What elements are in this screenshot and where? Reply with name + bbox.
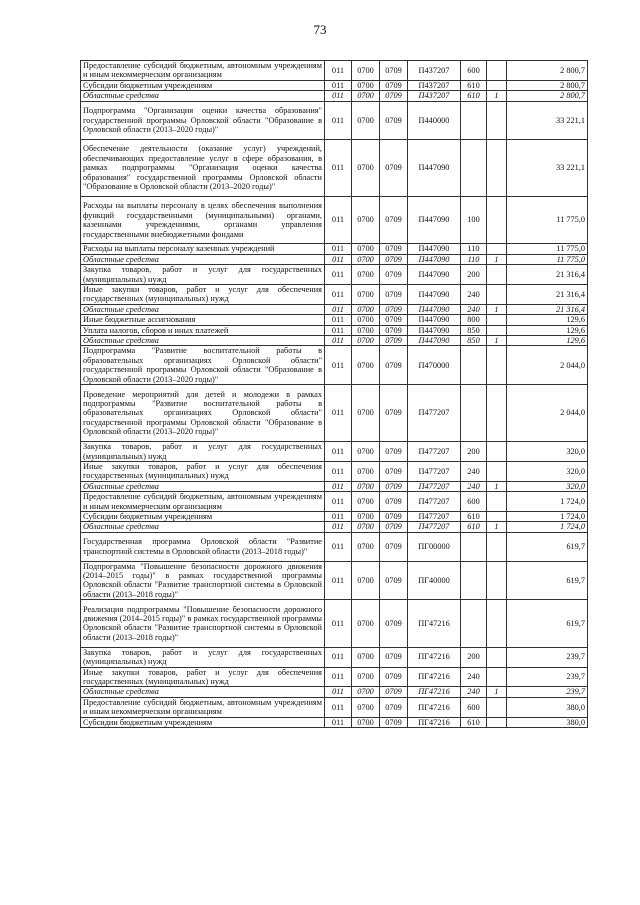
expense-type-code: 100 [461, 196, 487, 244]
target-article-code: П447090 [408, 196, 461, 244]
amount: 320,0 [507, 461, 588, 481]
funding-source-code [487, 139, 507, 196]
budget-item-name: Областные средства [81, 687, 325, 697]
amount: 239,7 [507, 667, 588, 687]
funding-source-code [487, 697, 507, 717]
table-row [81, 522, 588, 532]
ministry-code: 011 [325, 442, 352, 462]
subsection-code: 0709 [380, 461, 408, 481]
section-code: 0700 [352, 561, 380, 600]
section-code: 0700 [352, 91, 380, 101]
budget-item-name: Расходы на выплаты персоналу казенных учреждений [81, 244, 325, 254]
section-code: 0700 [352, 687, 380, 697]
expense-type-code: 110 [461, 254, 487, 264]
table-row [81, 265, 588, 285]
funding-source-code [487, 385, 507, 442]
target-article-code: П447090 [408, 265, 461, 285]
section-code: 0700 [352, 80, 380, 90]
target-article-code: П477207 [408, 511, 461, 521]
budget-item-name: Реализация подпрограммы "Повышение безопасности дорожного движения (2014–2015 годы)" в рамках государственной программы Орловской области "Развитие транспортной системы в Орловской области (2013–2018 годы)" [81, 600, 325, 648]
amount: 1 724,0 [507, 511, 588, 521]
table-row [81, 385, 588, 442]
section-code: 0700 [352, 336, 380, 346]
target-article-code: П477207 [408, 461, 461, 481]
section-code: 0700 [352, 511, 380, 521]
budget-item-name: Уплата налогов, сборов и иных платежей [81, 325, 325, 335]
table-row [81, 442, 588, 462]
budget-item-name: Расходы на выплаты персоналу в целях обеспечения выполнения функций государственными (муниципальными) органами, казенными учреждениями, органами управления государственными внебюджетными фондами [81, 196, 325, 244]
amount: 129,6 [507, 336, 588, 346]
target-article-code: П437207 [408, 91, 461, 101]
funding-source-code [487, 600, 507, 648]
table-row [81, 80, 588, 90]
expense-type-code: 200 [461, 442, 487, 462]
budget-item-name: Закупка товаров, работ и услуг для государственных (муниципальных) нужд [81, 265, 325, 285]
funding-source-code [487, 80, 507, 90]
table-row [81, 667, 588, 687]
subsection-code: 0709 [380, 315, 408, 325]
amount: 2 800,7 [507, 91, 588, 101]
section-code: 0700 [352, 647, 380, 667]
expense-type-code: 240 [461, 481, 487, 491]
target-article-code: ПГ47216 [408, 667, 461, 687]
expense-type-code: 200 [461, 265, 487, 285]
amount: 239,7 [507, 647, 588, 667]
target-article-code: П447090 [408, 254, 461, 264]
funding-source-code [487, 511, 507, 521]
budget-item-name: Проведение мероприятий для детей и молодежи в рамках подпрограммы "Развитие воспитательной работы в образовательных организациях Орловской области" государственной программы Орловской области "Образование в Орловской области (2013–2020 годы)" [81, 385, 325, 442]
amount: 320,0 [507, 442, 588, 462]
expense-type-code: 600 [461, 492, 487, 512]
ministry-code: 011 [325, 492, 352, 512]
amount: 11 775,0 [507, 196, 588, 244]
ministry-code: 011 [325, 687, 352, 697]
funding-source-code: 1 [487, 91, 507, 101]
subsection-code: 0709 [380, 336, 408, 346]
amount: 1 724,0 [507, 522, 588, 532]
budget-item-name: Субсидии бюджетным учреждениям [81, 80, 325, 90]
target-article-code: ПГ00000 [408, 532, 461, 561]
budget-table [80, 60, 588, 728]
ministry-code: 011 [325, 80, 352, 90]
amount: 11 775,0 [507, 254, 588, 264]
table-row [81, 196, 588, 244]
ministry-code: 011 [325, 336, 352, 346]
amount: 11 775,0 [507, 244, 588, 254]
expense-type-code: 610 [461, 80, 487, 90]
target-article-code: ПГ47216 [408, 697, 461, 717]
amount: 2 800,7 [507, 80, 588, 90]
section-code: 0700 [352, 304, 380, 314]
expense-type-code: 240 [461, 667, 487, 687]
subsection-code: 0709 [380, 244, 408, 254]
subsection-code: 0709 [380, 304, 408, 314]
target-article-code: ПГ47216 [408, 717, 461, 727]
ministry-code: 011 [325, 600, 352, 648]
ministry-code: 011 [325, 561, 352, 600]
subsection-code: 0709 [380, 647, 408, 667]
budget-item-name: Областные средства [81, 481, 325, 491]
budget-item-name: Предоставление субсидий бюджетным, автономным учреждениям и иным некоммерческим организациям [81, 61, 325, 81]
funding-source-code [487, 717, 507, 727]
funding-source-code: 1 [487, 687, 507, 697]
target-article-code: П470000 [408, 346, 461, 385]
subsection-code: 0709 [380, 80, 408, 90]
expense-type-code: 240 [461, 304, 487, 314]
section-code: 0700 [352, 522, 380, 532]
budget-item-name: Обеспечение деятельности (оказание услуг) учреждений, обеспечивающих предоставление услуг в сфере образования, в рамках подпрограммы "Организация оценки качества образования" государственной программы Орловской области "Образование в Орловской области (2013–2020 годы)" [81, 139, 325, 196]
ministry-code: 011 [325, 717, 352, 727]
expense-type-code: 850 [461, 325, 487, 335]
amount: 33 221,1 [507, 139, 588, 196]
table-row [81, 244, 588, 254]
section-code: 0700 [352, 285, 380, 305]
funding-source-code [487, 492, 507, 512]
target-article-code: ПГ47216 [408, 687, 461, 697]
target-article-code: П477207 [408, 442, 461, 462]
funding-source-code [487, 532, 507, 561]
table-row [81, 315, 588, 325]
ministry-code: 011 [325, 532, 352, 561]
section-code: 0700 [352, 325, 380, 335]
subsection-code: 0709 [380, 385, 408, 442]
table-row [81, 91, 588, 101]
expense-type-code [461, 139, 487, 196]
subsection-code: 0709 [380, 91, 408, 101]
funding-source-code [487, 61, 507, 81]
budget-item-name: Закупка товаров, работ и услуг для государственных (муниципальных) нужд [81, 647, 325, 667]
funding-source-code [487, 244, 507, 254]
budget-item-name: Иные закупки товаров, работ и услуг для обеспечения государственных (муниципальных) нужд [81, 285, 325, 305]
funding-source-code: 1 [487, 481, 507, 491]
funding-source-code [487, 325, 507, 335]
amount: 619,7 [507, 600, 588, 648]
subsection-code: 0709 [380, 265, 408, 285]
funding-source-code: 1 [487, 254, 507, 264]
expense-type-code: 610 [461, 522, 487, 532]
expense-type-code: 610 [461, 511, 487, 521]
amount: 129,6 [507, 315, 588, 325]
table-row [81, 101, 588, 139]
amount: 320,0 [507, 481, 588, 491]
ministry-code: 011 [325, 481, 352, 491]
expense-type-code [461, 600, 487, 648]
expense-type-code [461, 385, 487, 442]
section-code: 0700 [352, 61, 380, 81]
expense-type-code: 240 [461, 285, 487, 305]
amount: 2 044,0 [507, 346, 588, 385]
subsection-code: 0709 [380, 687, 408, 697]
subsection-code: 0709 [380, 717, 408, 727]
table-row [81, 647, 588, 667]
funding-source-code: 1 [487, 336, 507, 346]
amount: 380,0 [507, 697, 588, 717]
ministry-code: 011 [325, 511, 352, 521]
subsection-code: 0709 [380, 511, 408, 521]
subsection-code: 0709 [380, 532, 408, 561]
section-code: 0700 [352, 492, 380, 512]
ministry-code: 011 [325, 285, 352, 305]
target-article-code: ПГ47216 [408, 600, 461, 648]
subsection-code: 0709 [380, 346, 408, 385]
amount: 239,7 [507, 687, 588, 697]
ministry-code: 011 [325, 346, 352, 385]
budget-item-name: Областные средства [81, 336, 325, 346]
budget-item-name: Иные закупки товаров, работ и услуг для обеспечения государственных (муниципальных) нужд [81, 461, 325, 481]
target-article-code: П477207 [408, 481, 461, 491]
section-code: 0700 [352, 315, 380, 325]
budget-item-name: Иные бюджетные ассигнования [81, 315, 325, 325]
section-code: 0700 [352, 717, 380, 727]
table-row [81, 304, 588, 314]
expense-type-code: 850 [461, 336, 487, 346]
target-article-code: П440000 [408, 101, 461, 139]
subsection-code: 0709 [380, 285, 408, 305]
target-article-code: П447090 [408, 139, 461, 196]
table-row [81, 561, 588, 600]
funding-source-code [487, 265, 507, 285]
section-code: 0700 [352, 254, 380, 264]
funding-source-code [487, 346, 507, 385]
section-code: 0700 [352, 481, 380, 491]
table-row [81, 325, 588, 335]
subsection-code: 0709 [380, 101, 408, 139]
ministry-code: 011 [325, 667, 352, 687]
funding-source-code [487, 442, 507, 462]
ministry-code: 011 [325, 91, 352, 101]
budget-item-name: Подпрограмма "Развитие воспитательной работы в образовательных организациях Орловской области" государственной программы Орловской области "Образование в Орловской области (2013–2020 годы)" [81, 346, 325, 385]
budget-item-name: Областные средства [81, 304, 325, 314]
subsection-code: 0709 [380, 481, 408, 491]
target-article-code: П447090 [408, 315, 461, 325]
funding-source-code [487, 561, 507, 600]
ministry-code: 011 [325, 244, 352, 254]
ministry-code: 011 [325, 315, 352, 325]
ministry-code: 011 [325, 325, 352, 335]
target-article-code: П447090 [408, 244, 461, 254]
table-row [81, 532, 588, 561]
target-article-code: П447090 [408, 325, 461, 335]
table-row [81, 511, 588, 521]
section-code: 0700 [352, 346, 380, 385]
funding-source-code [487, 461, 507, 481]
amount: 619,7 [507, 532, 588, 561]
expense-type-code: 610 [461, 91, 487, 101]
subsection-code: 0709 [380, 492, 408, 512]
expense-type-code: 240 [461, 687, 487, 697]
funding-source-code [487, 196, 507, 244]
section-code: 0700 [352, 667, 380, 687]
subsection-code: 0709 [380, 61, 408, 81]
expense-type-code [461, 101, 487, 139]
section-code: 0700 [352, 101, 380, 139]
expense-type-code [461, 561, 487, 600]
table-row [81, 346, 588, 385]
table-row [81, 687, 588, 697]
section-code: 0700 [352, 139, 380, 196]
amount: 21 316,4 [507, 265, 588, 285]
section-code: 0700 [352, 265, 380, 285]
table-row [81, 285, 588, 305]
funding-source-code [487, 315, 507, 325]
amount: 33 221,1 [507, 101, 588, 139]
table-row [81, 717, 588, 727]
budget-item-name: Иные закупки товаров, работ и услуг для обеспечения государственных (муниципальных) нужд [81, 667, 325, 687]
target-article-code: ПГ40000 [408, 561, 461, 600]
section-code: 0700 [352, 532, 380, 561]
budget-item-name: Областные средства [81, 91, 325, 101]
budget-item-name: Субсидии бюджетным учреждениям [81, 717, 325, 727]
section-code: 0700 [352, 697, 380, 717]
budget-item-name: Подпрограмма "Повышение безопасности дорожного движения (2014–2015 годы)" в рамках государственной программы Орловской области "Развитие транспортной системы в Орловской области (2013–2018 годы)" [81, 561, 325, 600]
subsection-code: 0709 [380, 139, 408, 196]
page-number: 73 [313, 22, 327, 37]
target-article-code: ПГ47216 [408, 647, 461, 667]
funding-source-code [487, 667, 507, 687]
funding-source-code: 1 [487, 522, 507, 532]
budget-item-name: Областные средства [81, 254, 325, 264]
expense-type-code: 800 [461, 315, 487, 325]
table-row [81, 600, 588, 648]
funding-source-code [487, 101, 507, 139]
subsection-code: 0709 [380, 697, 408, 717]
table-row [81, 139, 588, 196]
table-row [81, 492, 588, 512]
amount: 21 316,4 [507, 304, 588, 314]
table-row [81, 254, 588, 264]
expense-type-code [461, 346, 487, 385]
budget-item-name: Областные средства [81, 522, 325, 532]
expense-type-code: 240 [461, 461, 487, 481]
amount: 2 044,0 [507, 385, 588, 442]
target-article-code: П477207 [408, 492, 461, 512]
expense-type-code [461, 532, 487, 561]
ministry-code: 011 [325, 522, 352, 532]
amount: 129,6 [507, 325, 588, 335]
subsection-code: 0709 [380, 600, 408, 648]
amount: 2 800,7 [507, 61, 588, 81]
expense-type-code: 110 [461, 244, 487, 254]
amount: 380,0 [507, 717, 588, 727]
section-code: 0700 [352, 244, 380, 254]
section-code: 0700 [352, 442, 380, 462]
table-row [81, 481, 588, 491]
target-article-code: П477207 [408, 522, 461, 532]
table-row [81, 461, 588, 481]
ministry-code: 011 [325, 265, 352, 285]
budget-item-name: Субсидии бюджетным учреждениям [81, 511, 325, 521]
subsection-code: 0709 [380, 325, 408, 335]
budget-item-name: Предоставление субсидий бюджетным, автономным учреждениям и иным некоммерческим организациям [81, 697, 325, 717]
table-row [81, 336, 588, 346]
table-row [81, 61, 588, 81]
target-article-code: П447090 [408, 285, 461, 305]
target-article-code: П437207 [408, 80, 461, 90]
ministry-code: 011 [325, 385, 352, 442]
ministry-code: 011 [325, 461, 352, 481]
ministry-code: 011 [325, 254, 352, 264]
section-code: 0700 [352, 385, 380, 442]
budget-item-name: Предоставление субсидий бюджетным, автономным учреждениям и иным некоммерческим организациям [81, 492, 325, 512]
subsection-code: 0709 [380, 254, 408, 264]
expense-type-code: 600 [461, 61, 487, 81]
ministry-code: 011 [325, 101, 352, 139]
ministry-code: 011 [325, 697, 352, 717]
funding-source-code [487, 647, 507, 667]
subsection-code: 0709 [380, 442, 408, 462]
subsection-code: 0709 [380, 196, 408, 244]
ministry-code: 011 [325, 647, 352, 667]
section-code: 0700 [352, 600, 380, 648]
budget-item-name: Государственная программа Орловской области "Развитие транспортной системы в Орловской области (2013–2018 годы)" [81, 532, 325, 561]
section-code: 0700 [352, 461, 380, 481]
target-article-code: П447090 [408, 304, 461, 314]
budget-item-name: Закупка товаров, работ и услуг для государственных (муниципальных) нужд [81, 442, 325, 462]
table-row [81, 697, 588, 717]
expense-type-code: 200 [461, 647, 487, 667]
target-article-code: П437207 [408, 61, 461, 81]
target-article-code: П477207 [408, 385, 461, 442]
amount: 619,7 [507, 561, 588, 600]
target-article-code: П447090 [408, 336, 461, 346]
ministry-code: 011 [325, 139, 352, 196]
funding-source-code [487, 285, 507, 305]
amount: 1 724,0 [507, 492, 588, 512]
ministry-code: 011 [325, 196, 352, 244]
ministry-code: 011 [325, 61, 352, 81]
expense-type-code: 600 [461, 697, 487, 717]
expense-type-code: 610 [461, 717, 487, 727]
ministry-code: 011 [325, 304, 352, 314]
section-code: 0700 [352, 196, 380, 244]
funding-source-code: 1 [487, 304, 507, 314]
amount: 21 316,4 [507, 285, 588, 305]
subsection-code: 0709 [380, 522, 408, 532]
subsection-code: 0709 [380, 561, 408, 600]
subsection-code: 0709 [380, 667, 408, 687]
budget-item-name: Подпрограмма "Организация оценки качества образования" государственной программы Орловской области "Образование в Орловской области (2013–2020 годы)" [81, 101, 325, 139]
